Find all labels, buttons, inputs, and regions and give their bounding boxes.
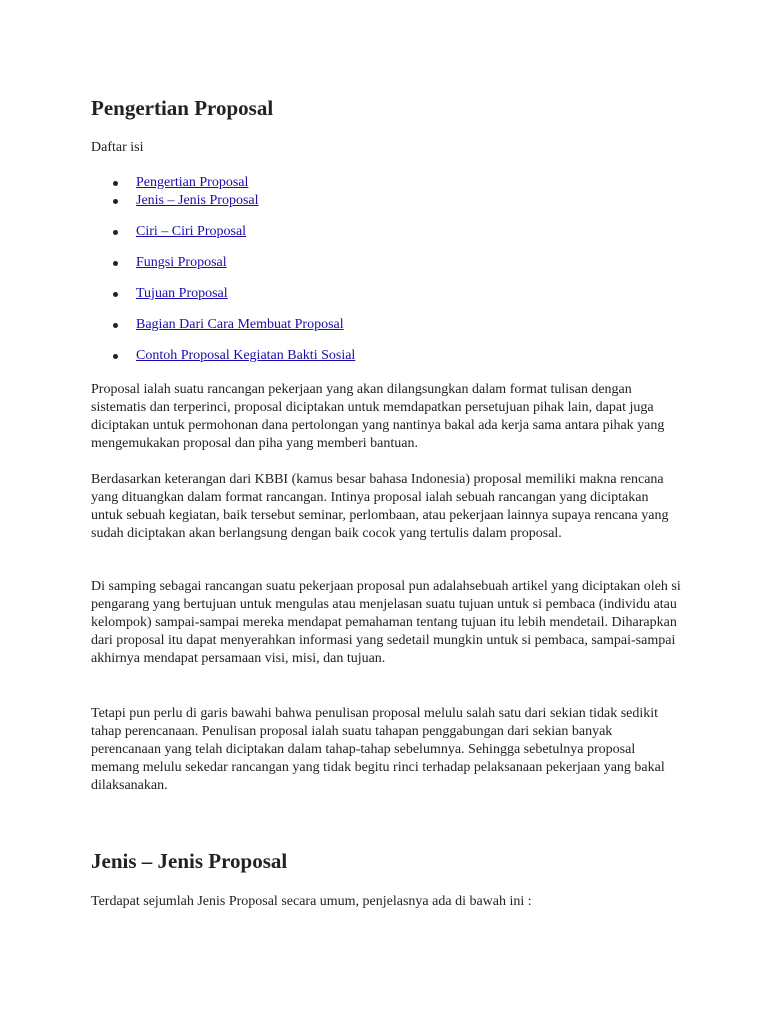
toc-item [91, 174, 355, 192]
toc-item [91, 223, 355, 241]
toc-title: Daftar isi [91, 140, 144, 155]
section-heading-pengertian: Pengertian Proposal [91, 96, 274, 120]
toc-link-ciri[interactable]: Ciri – Ciri Proposal [136, 224, 247, 239]
toc-item [91, 316, 355, 334]
bullet-icon [113, 199, 118, 204]
bullet-icon [113, 181, 118, 186]
toc-link-jenis[interactable]: Jenis – Jenis Proposal [136, 193, 259, 208]
toc-link-bagian[interactable]: Bagian Dari Cara Membuat Proposal [136, 317, 344, 332]
toc-item [91, 347, 355, 365]
paragraph: Proposal ialah suatu rancangan pekerjaan yang akan dilangsungkan dalam format tulisan dengan sistematis dan terperinci, proposal diciptakan untuk memdapatkan persetujuan pihak lain, dapat juga diciptakan untuk permohonan dana pertolongan yang nantinya bakal ada kerja sama antara pihak yang mengemukakan proposal dan piha yang memberi bantuan. [91, 382, 665, 451]
bullet-icon [113, 323, 118, 328]
toc-item [91, 285, 355, 303]
table-of-contents [91, 174, 355, 365]
toc-item [91, 192, 355, 210]
toc-link-pengertian[interactable]: Pengertian Proposal [136, 175, 249, 190]
paragraph: Di samping sebagai rancangan suatu pekerjaan proposal pun adalahsebuah artikel yang diciptakan oleh si pengarang yang bertujuan untuk mengulas atau menjelasan suatu tujuan untuk si pembaca (individu atau kelompok) sampai-sampai mereka mendapat pemahaman tentang tujuan itu lebih mendetail. Diharapkan dari proposal itu dapat menyerahkan informasi yang sedetail mungkin untuk si pembaca, sampai-sampai akhirnya mendapat persamaan visi, misi, dan tujuan. [91, 579, 681, 666]
bullet-icon [113, 354, 118, 359]
toc-link-fungsi[interactable]: Fungsi Proposal [136, 255, 227, 270]
bullet-icon [113, 292, 118, 297]
section-heading-jenis: Jenis – Jenis Proposal [91, 849, 288, 873]
paragraph: Berdasarkan keterangan dari KBBI (kamus besar bahasa Indonesia) proposal memiliki makna rencana yang dituangkan dalam format rancangan. Intinya proposal ialah sebuah rancangan yang diciptakan untuk sebuah kegiatan, baik tersebut seminar, perlombaan, atau pekerjaan lainnya supaya rencana yang sudah diciptakan akan berlangsung dengan baik cocok yang tertulis dalam proposal. [91, 472, 669, 541]
section-intro: Terdapat sejumlah Jenis Proposal secara umum, penjelasnya ada di bawah ini : [91, 894, 532, 909]
toc-item [91, 254, 355, 272]
bullet-icon [113, 261, 118, 266]
toc-link-tujuan[interactable]: Tujuan Proposal [136, 286, 228, 301]
toc-link-contoh[interactable]: Contoh Proposal Kegiatan Bakti Sosial [136, 348, 356, 363]
bullet-icon [113, 230, 118, 235]
paragraph: Tetapi pun perlu di garis bawahi bahwa penulisan proposal melulu salah satu dari sekian tidak sedikit tahap perencanaan. Penulisan proposal ialah suatu tahapan penggabungan dari sekian banyak perencanaan yang telah diciptakan dalam tahap-tahap sebelumnya. Sehingga sebetulnya proposal memang melulu sekedar rancangan yang tidak begitu rinci terhadap pelaksanaan pekerjaan yang bakal dilaksanakan. [91, 706, 665, 793]
